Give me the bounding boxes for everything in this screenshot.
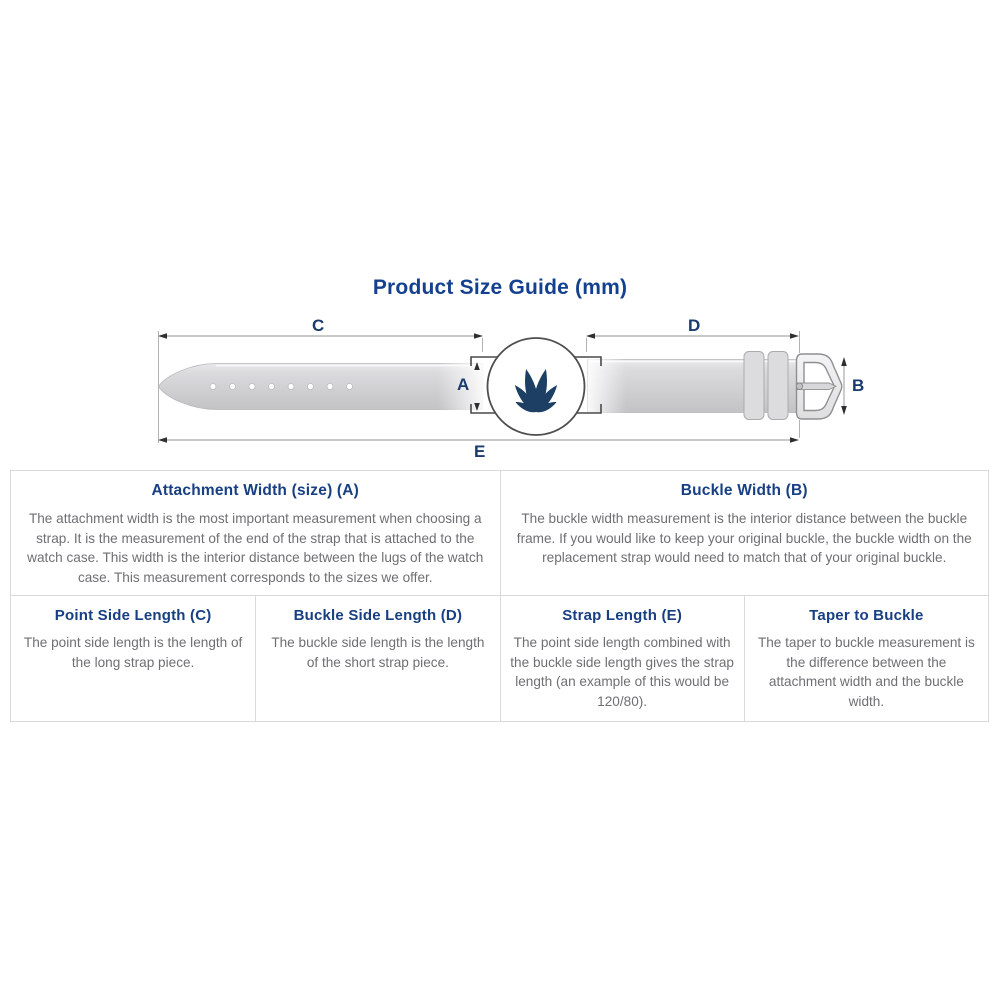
cell-attachment-width [11, 471, 500, 595]
left-strap [159, 363, 485, 411]
cell-heading: Attachment Width (size) (A) [151, 482, 360, 499]
label-attachment-width: A [457, 375, 470, 394]
right-strap [588, 352, 800, 420]
cell-body: The attachment width is the most important measurement when choosing a strap. It is the measurement of the end of the strap that is attached to the watch case. This width is the interior distance between the lugs of the watch case. This measurement corresponds to the sizes we offer. [27, 511, 484, 585]
cell-heading: Strap Length (E) [562, 607, 683, 625]
cell-heading: Buckle Width (B) [680, 482, 808, 499]
cell-taper-to-buckle [744, 595, 988, 721]
cell-buckle-width [500, 471, 989, 595]
label-buckle-width: B [852, 376, 865, 395]
cell-strap-length [500, 595, 744, 721]
table-row [11, 595, 988, 721]
cell-heading: Taper to Buckle [809, 607, 924, 625]
cell-point-side-length [11, 595, 255, 721]
label-strap-length: E [474, 442, 486, 461]
label-buckle-side-length: D [688, 316, 701, 335]
cell-body: The taper to buckle measurement is the difference between the attachment width and the buckle width. [757, 635, 975, 709]
cell-heading: Point Side Length (C) [54, 607, 212, 625]
cell-body: The buckle side length is the length of the short strap piece. [271, 635, 485, 670]
size-guide-table [10, 470, 989, 722]
buckle [796, 354, 841, 419]
cell-heading: Buckle Side Length (D) [293, 607, 463, 625]
watch-strap-diagram [0, 295, 1000, 465]
table-row [11, 471, 988, 595]
cell-buckle-side-length [255, 595, 499, 721]
page-title: Product Size Guide (mm) [372, 276, 628, 299]
cell-body: The buckle width measurement is the interior distance between the buckle frame. If you would like to keep your original buckle, the buckle width on the replacement strap would need to match that of your original buckle. [516, 511, 972, 566]
watch-case [488, 338, 585, 435]
cell-body: The point side length is the length of the long strap piece. [23, 635, 243, 670]
cell-body: The point side length combined with the buckle side length gives the strap length (an example of this would be 120/80). [510, 635, 734, 709]
label-point-side-length: C [312, 316, 325, 335]
